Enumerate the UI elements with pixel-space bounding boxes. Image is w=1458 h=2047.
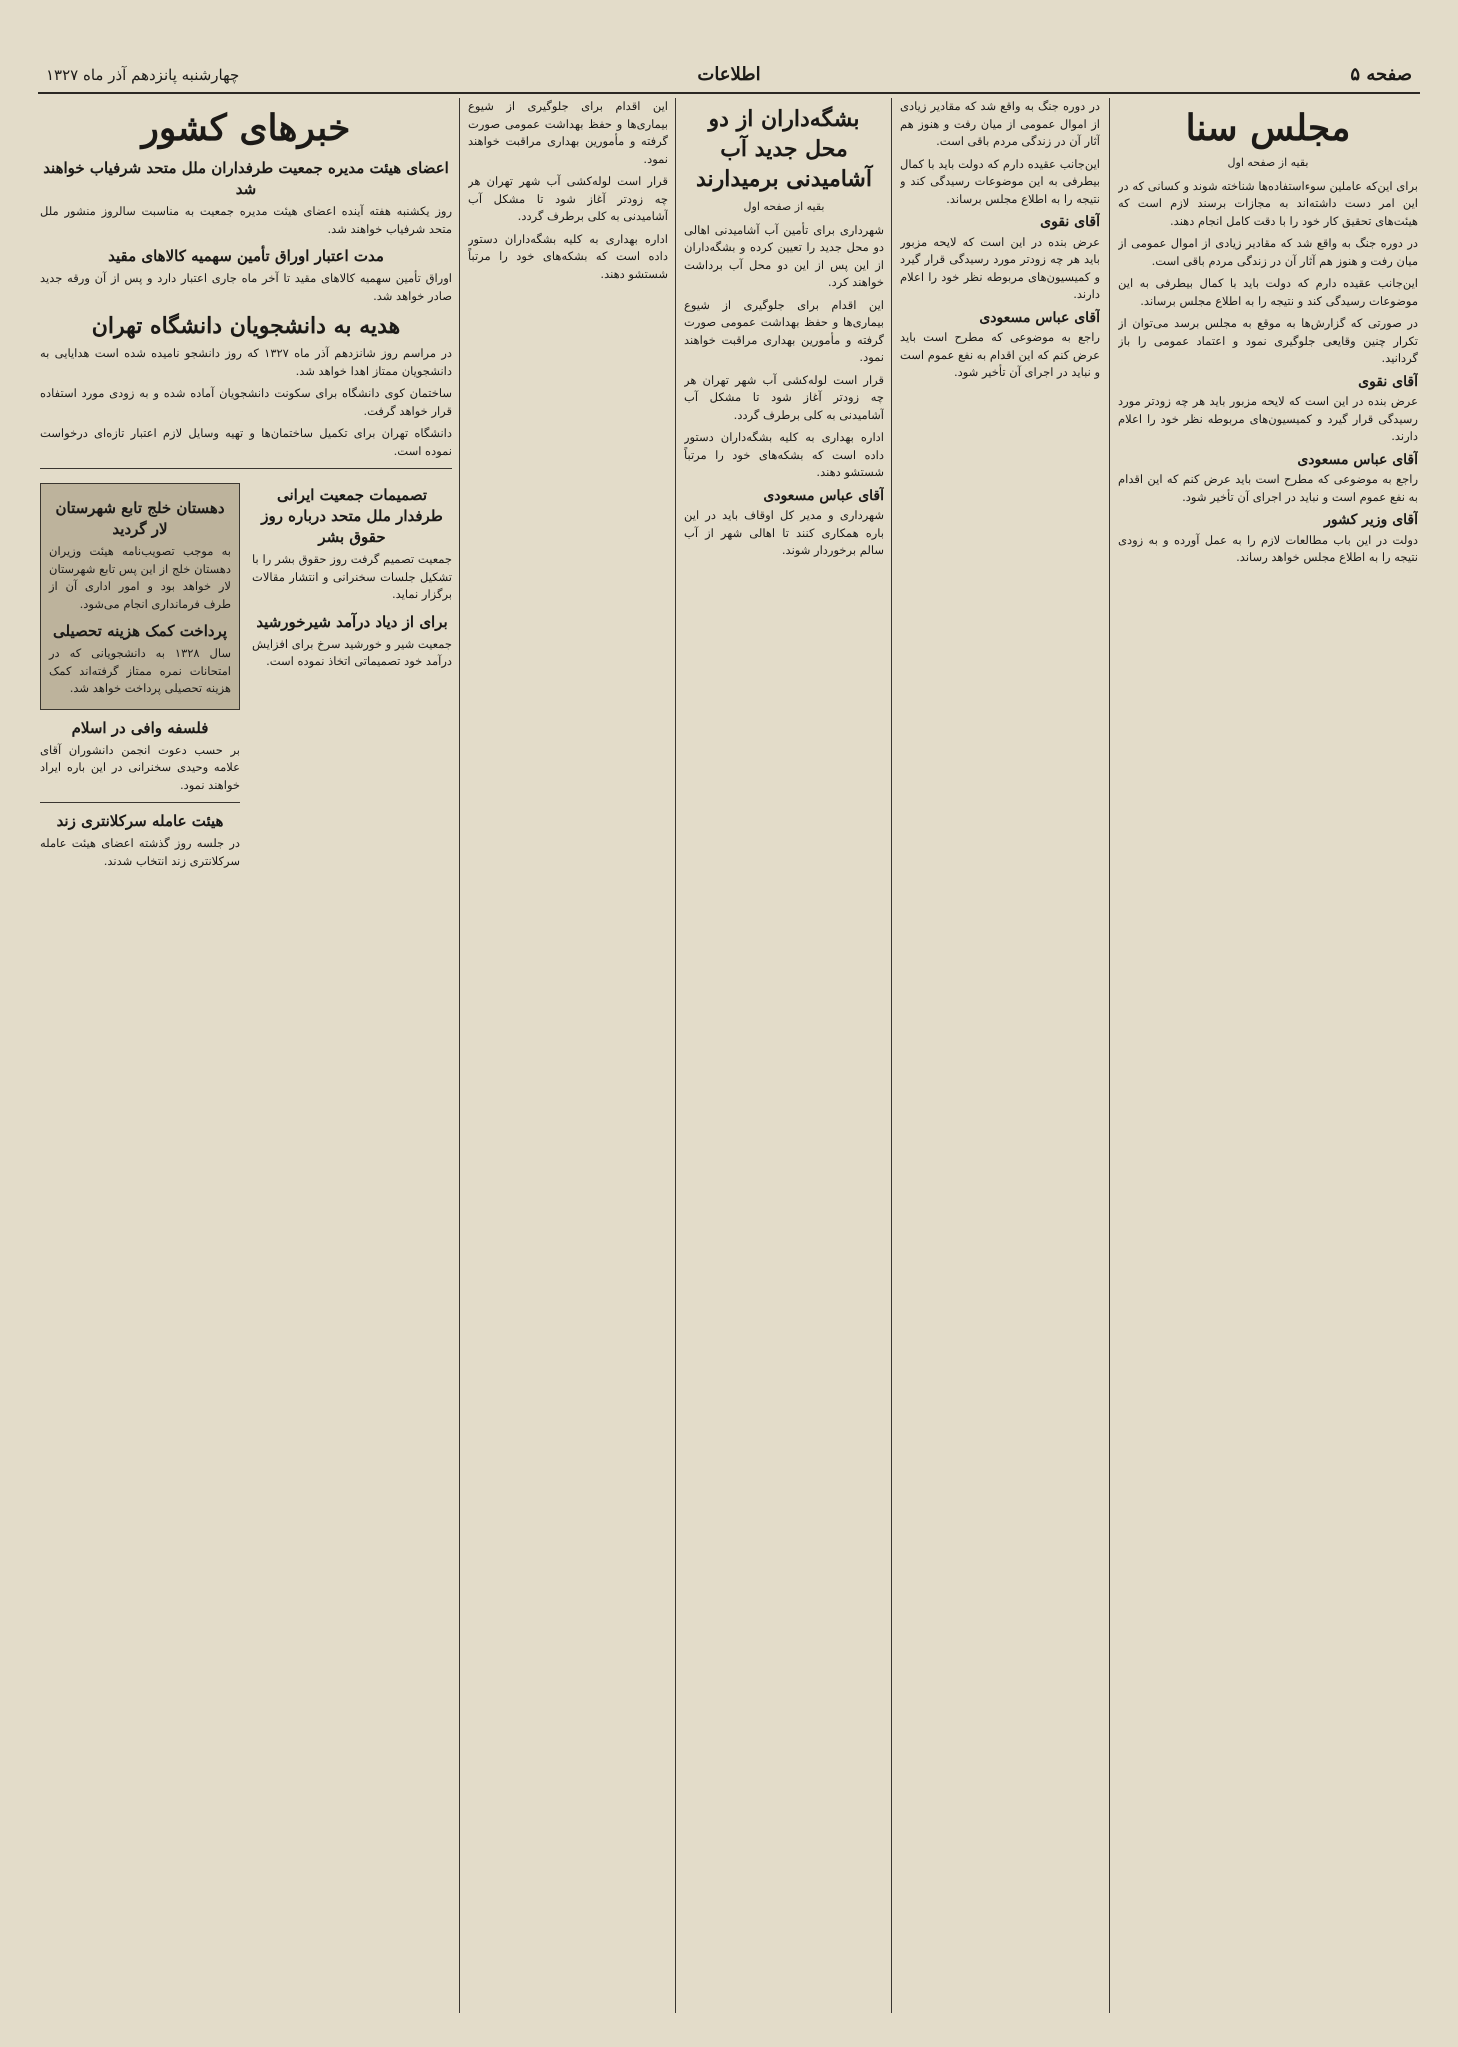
article-paragraph: در دوره جنگ به واقع شد که مقادیر زیادی از اموال عمومی از میان رفت و هنوز هم آثار آن در زندگی مردم باقی است. (1118, 236, 1418, 268)
section-divider (40, 802, 240, 803)
news-item-title: فلسفه وافی در اسلام (71, 718, 209, 737)
news-item-text: جمعیت تصمیم گرفت روز حقوق بشر را با تشکیل جلسات سخنرانی و انتشار مقالات برگزار نماید. (252, 552, 452, 601)
article-paragraph: شهرداری و مدیر کل اوقاف باید در این باره همکاری کنند تا اهالی شهر از آب سالم برخوردار شوند. (684, 508, 884, 557)
speaker-name: آقای عباس مسعودی (1297, 451, 1418, 468)
article-paragraph: این‌جانب عقیده دارم که دولت باید با کمال بیطرفی به این موضوعات رسیدگی کند و نتیجه را به اطلاع مجلس برساند. (900, 156, 1100, 206)
article-paragraph: قرار است لوله‌کشی آب شهر تهران هر چه زودتر آغاز شود تا مشکل آب آشامیدنی به کلی برطرف گردد. (468, 174, 668, 223)
page-number: صفحه ۵ (1350, 64, 1412, 85)
article-paragraph: راجع به موضوعی که مطرح است باید عرض کنم که این اقدام به نفع عموم است و نباید در اجرای آن تأخیر شود. (900, 330, 1100, 379)
water-headline: بشگه‌داران از دو محل جدید آب آشامیدنی برمیدارند (696, 106, 872, 192)
column-rule (459, 98, 460, 2013)
article-paragraph: راجع به موضوعی که مطرح است باید عرض کنم که این اقدام به نفع عموم است و نباید در اجرای آن تأخیر شود. (1118, 472, 1418, 504)
news-item-title: اعضای هیئت مدیره جمعیت طرفداران ملل متحد شرفیاب خواهند شد (43, 159, 449, 198)
news-item-title: هیئت عامله سرکلانتری زند (56, 812, 224, 830)
article-paragraph: دولت در این باب مطالعات لازم را به عمل آورده و به زودی نتیجه را به اطلاع مجلس خواهد رساند. (1118, 532, 1418, 564)
article-paragraph: عرض بنده در این است که لایحه مزبور باید هر چه زودتر مورد رسیدگی قرار گیرد و کمیسیون‌های مربوطه نظر خود را اعلام دارند. (900, 234, 1100, 301)
news-item-title: برای از دیاد درآمد شیرخورشید (256, 612, 448, 631)
section-divider (40, 468, 452, 469)
article-paragraph: در صورتی که گزارش‌ها به موقع به مجلس برسد می‌توان از تکرار چنین وقایعی جلوگیری نمود و اعتماد عمومی را باز گردانید. (1118, 316, 1418, 365)
news-item-title: دهستان خلج تابع شهرستان لار گردید (55, 499, 225, 538)
article-paragraph: عرض بنده در این است که لایحه مزبور باید هر چه زودتر مورد رسیدگی قرار گیرد و کمیسیون‌های مربوطه نظر خود را اعلام دارند. (1118, 394, 1418, 443)
article-paragraph: در دوره جنگ به واقع شد که مقادیر زیادی از اموال عمومی از میان رفت و هنوز هم آثار آن در زندگی مردم باقی است. (900, 99, 1100, 148)
continued-note: بقیه از صفحه اول (743, 200, 825, 213)
speaker-name: آقای عباس مسعودی (979, 309, 1100, 326)
news-item-text: در مراسم روز شانزدهم آذر ماه ۱۳۲۷ که روز دانشجو نامیده شده است هدایایی به دانشجویان ممتاز اهدا خواهد شد. (40, 346, 452, 378)
country-news (40, 98, 452, 2013)
article-paragraph: اداره بهداری به کلیه بشگه‌داران دستور داده است که بشکه‌های خود را مرتباً شستشو دهند. (684, 430, 884, 479)
lower-news-row (40, 477, 452, 875)
news-item-text: روز یکشنبه هفته آینده اعضای هیئت مدیره جمعیت به مناسبت سالروز منشور ملل متحد شرفیاب خواهند شد. (40, 204, 452, 236)
news-item-title: پرداخت کمک هزینه تحصیلی (53, 622, 227, 640)
continued-note: بقیه از صفحه اول (1227, 156, 1309, 169)
column-rule (1109, 98, 1110, 2013)
news-item-text: بر حسب دعوت انجمن دانشوران آقای علامه وحیدی سخنرانی در این باره ایراد خواهند نمود. (40, 742, 240, 792)
speaker-name: آقای نقوی (1040, 214, 1100, 230)
column-rule (675, 98, 676, 2013)
news-item-text: جمعیت شیر و خورشید سرخ برای افزایش درآمد خود تصمیماتی اتخاذ نموده است. (252, 636, 452, 668)
article-paragraph: برای این‌که عاملین سوء‌استفاده‌ها شناخته شوند و کسانی که در این امر دست داشته‌اند به مجازات برسند لازم است که هیئت‌های تحقیق کار خود را با دقت کامل انجام دهند. (1118, 178, 1418, 228)
article-paragraph: اداره بهداری به کلیه بشگه‌داران دستور داده است که بشکه‌های خود را مرتباً شستشو دهند. (468, 231, 668, 281)
water-article-continued (468, 98, 668, 2013)
article-paragraph: این‌جانب عقیده دارم که دولت باید با کمال بیطرفی به این موضوعات رسیدگی کند و نتیجه را به اطلاع مجلس برساند. (1118, 276, 1418, 308)
news-item-text: به موجب تصویب‌نامه هیئت وزیران دهستان خلج از این پس تابع شهرستان لار خواهد بود و امور اداری آن از طرف فرمانداری انجام می‌شود. (49, 544, 231, 611)
senate-article-continued (900, 98, 1100, 2013)
senate-headline: مجلس سنا (1185, 107, 1351, 149)
article-paragraph: این اقدام برای جلوگیری از شیوع بیماری‌ها و حفظ بهداشت عمومی صورت گرفته و مأمورین بهداری مراقبت خواهند نمود. (684, 297, 884, 364)
news-item-text: ساختمان کوی دانشگاه برای سکونت دانشجویان آماده شده و به زودی مورد استفاده قرار خواهد گرفت. (40, 386, 452, 418)
university-headline: هدیه به دانشجویان دانشگاه تهران (91, 313, 401, 339)
column-rule (891, 98, 892, 2013)
masthead (38, 56, 1420, 94)
news-item-text: در جلسه روز گذشته اعضای هیئت عامله سرکلانتری زند انتخاب شدند. (40, 836, 240, 868)
news-item-text: اوراق تأمین سهمیه کالاهای مقید تا آخر ماه جاری اعتبار دارد و پس از آن ورقه جدید صادر خواهد شد. (40, 271, 452, 303)
water-article (684, 98, 884, 2013)
speaker-name: آقای نقوی (1358, 373, 1418, 390)
paper-name: اطلاعات (697, 64, 761, 85)
speaker-name: آقای وزیر کشور (1324, 512, 1418, 528)
lower-news-left (40, 477, 240, 875)
country-news-headline: خبرهای کشور (141, 107, 351, 149)
news-item-text: سال ۱۳۲۸ به دانشجویانی که در امتحانات نمره ممتاز گرفته‌اند کمک هزینه تحصیلی پرداخت خواهد شد. (49, 646, 231, 695)
khalaj-district-box (40, 483, 240, 710)
article-paragraph: قرار است لوله‌کشی آب شهر تهران هر چه زودتر آغاز شود تا مشکل آب آشامیدنی به کلی برطرف گردد. (684, 372, 884, 422)
senate-article (1118, 98, 1418, 2013)
news-item-text: دانشگاه تهران برای تکمیل ساختمان‌ها و تهیه وسایل لازم اعتبار تازه‌ای درخواست نموده است. (40, 426, 452, 458)
lower-news-right (252, 477, 452, 875)
news-item-title: مدت اعتبار اوراق تأمین سهمیه کالاهای مقید (108, 247, 384, 265)
issue-date: چهارشنبه پانزدهم آذر ماه ۱۳۲۷ (46, 66, 240, 84)
article-paragraph: این اقدام برای جلوگیری از شیوع بیماری‌ها و حفظ بهداشت عمومی صورت گرفته و مأمورین بهداری مراقبت خواهند نمود. (468, 99, 668, 166)
news-item-title: تصمیمات جمعیت ایرانی طرفدار ملل متحد درباره روز حقوق بشر (261, 486, 443, 546)
speaker-name: آقای عباس مسعودی (763, 487, 884, 504)
article-paragraph: شهرداری برای تأمین آب آشامیدنی اهالی دو محل جدید را تعیین کرده و بشگه‌داران از این پس از این دو محل آب برداشت خواهند کرد. (684, 222, 884, 289)
